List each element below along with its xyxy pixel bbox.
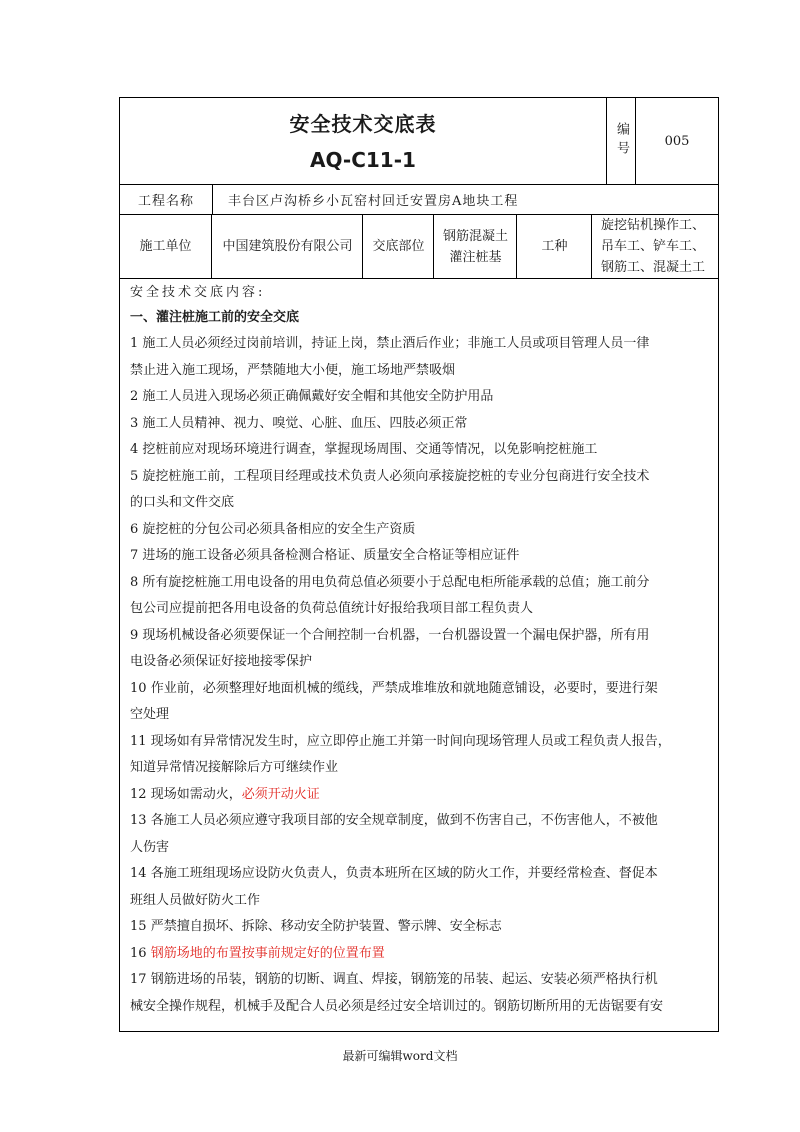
unit-row <box>120 215 718 279</box>
list-item <box>130 729 712 782</box>
number-label-text: 编号 <box>614 122 629 160</box>
item-text: 进场的施工设备必须具备检测合格证、质量安全合格证等相应证件 <box>142 548 520 563</box>
handover-part-value <box>435 215 517 278</box>
list-item <box>130 914 712 941</box>
trade-text: 旋挖钻机操作工、吊车工、铲车工、钢筋工、混凝土工 <box>601 218 706 275</box>
list-item <box>130 808 712 861</box>
item-number: 1 <box>130 336 143 351</box>
list-item <box>130 967 712 1020</box>
handover-table <box>119 97 719 1032</box>
item-text: 施工人员精神、视力、嗅觉、心脏、血压、四肢必须正常 <box>142 415 468 431</box>
list-item <box>130 384 712 411</box>
handover-content <box>130 281 712 1020</box>
list-item <box>130 861 712 914</box>
highlighted-text: 钢筋场地的布置按事前规定好的位置布置 <box>150 945 385 961</box>
item-number: 12 <box>130 786 151 802</box>
number-label <box>607 98 636 184</box>
item-number: 17 <box>130 972 151 987</box>
item-number: 8 <box>130 574 143 590</box>
item-text: 各施工人员必须应遵守我项目部的安全规章制度，做到不伤害自己，不伤害他人，不被他 <box>150 813 658 828</box>
item-text: 作业前，必须整理好地面机械的缆线，严禁成堆堆放和就地随意铺设，必要时，要进行架 <box>150 680 658 696</box>
item-text: 人伤害 <box>130 839 170 855</box>
list-item <box>130 941 712 968</box>
list-item <box>130 570 712 623</box>
item-text: 包公司应提前把各用电设备的负荷总值统计好报给我项目部工程负责人 <box>130 601 534 616</box>
item-text: 旋挖桩施工前，工程项目经理或技术负责人必须向承接旋挖桩的专业分包商进行安全技术 <box>142 468 650 484</box>
item-text: 现场如有异常情况发生时，应立即停止施工并第一时间向现场管理人员或工程负责人报告， <box>150 733 671 749</box>
item-number: 2 <box>130 389 143 404</box>
item-text: 所有旋挖桩施工用电设备的用电负荷总值必须要小于总配电柜所能承载的总值；施工前分 <box>142 574 650 590</box>
item-number: 13 <box>130 813 151 828</box>
list-item <box>130 623 712 676</box>
item-number: 15 <box>130 919 151 934</box>
item-text: 施工人员必须经过岗前培训，持证上岗，禁止酒后作业；非施工人员或项目管理人员一律 <box>142 336 650 351</box>
list-item <box>130 543 712 570</box>
trade-value <box>593 215 718 278</box>
list-item <box>130 517 712 544</box>
item-number: 3 <box>130 415 143 431</box>
list-item <box>130 411 712 438</box>
item-text: 知道异常情况接解除后方可继续作业 <box>130 760 339 775</box>
highlighted-text: 必须开动火证 <box>241 786 320 802</box>
project-value: 丰台区卢沟桥乡小瓦窑村回迁安置房A地块工程 <box>228 193 519 209</box>
item-number: 11 <box>130 733 151 749</box>
item-text: 班组人员做好防火工作 <box>130 892 261 908</box>
item-text: 旋挖桩的分包公司必须具备相应的安全生产资质 <box>142 521 416 537</box>
list-item <box>130 437 712 464</box>
page-footer: 最新可编辑word文档 <box>342 1049 458 1063</box>
item-number: 7 <box>130 548 143 563</box>
list-item <box>130 676 712 729</box>
header-row <box>120 98 718 185</box>
item-text: 电设备必须保证好接地接零保护 <box>130 654 313 669</box>
item-text: 现场机械设备必须要保证一个合闸控制一台机器，一台机器设置一个漏电保护器，所有用 <box>142 627 650 643</box>
item-list <box>130 331 712 1020</box>
project-row <box>120 184 718 215</box>
item-text: 钢筋进场的吊装，钢筋的切断、调直、焊接，钢筋笼的吊装、起运、安装必须严格执行机 <box>150 972 658 987</box>
item-number: 5 <box>130 468 143 484</box>
item-text: 现场如需动火， <box>150 786 242 802</box>
title-cell <box>120 98 607 184</box>
item-number: 16 <box>130 945 151 961</box>
item-text: 各施工班组现场应设防火负责人，负责本班所在区域的防火工作，并要经常检查、督促本 <box>150 866 658 881</box>
section-title: 一、灌注桩施工前的安全交底 <box>130 310 300 325</box>
handover-part-text: 钢筋混凝土灌注桩基 <box>442 228 508 265</box>
list-item <box>130 782 712 809</box>
item-text: 的口头和文件交底 <box>130 495 235 510</box>
item-number: 10 <box>130 680 151 696</box>
form-title: 安全技术交底表 <box>289 112 437 136</box>
project-label: 工程名称 <box>120 184 213 214</box>
item-number: 9 <box>130 627 143 643</box>
item-text: 空处理 <box>130 707 170 722</box>
item-text: 挖桩前应对现场环境进行调查，掌握现场周围、交通等情况，以免影响挖桩施工 <box>142 442 598 457</box>
handover-part-label: 交底部位 <box>364 215 434 278</box>
item-text: 械安全操作规程，机械手及配合人员必须是经过安全培训过的。钢筋切断所用的无齿锯要有安 <box>130 998 664 1014</box>
list-item <box>130 464 712 517</box>
construction-unit-label: 施工单位 <box>120 215 212 278</box>
trade-label: 工种 <box>518 215 592 278</box>
item-text: 禁止进入施工现场，严禁随地大小便，施工场地严禁吸烟 <box>130 362 456 378</box>
form-code: AQ-C11-1 <box>310 148 416 172</box>
item-number: 14 <box>130 866 151 881</box>
list-item <box>130 331 712 384</box>
item-number: 4 <box>130 442 143 457</box>
number-value: 005 <box>664 133 690 149</box>
item-text: 严禁擅自损坏、拆除、移动安全防护装置、警示牌、安全标志 <box>150 919 502 934</box>
item-text: 施工人员进入现场必须正确佩戴好安全帽和其他安全防护用品 <box>142 389 494 404</box>
content-title: 安全技术交底内容: <box>130 285 266 300</box>
construction-unit-value: 中国建筑股份有限公司 <box>213 215 363 278</box>
item-number: 6 <box>130 521 143 537</box>
